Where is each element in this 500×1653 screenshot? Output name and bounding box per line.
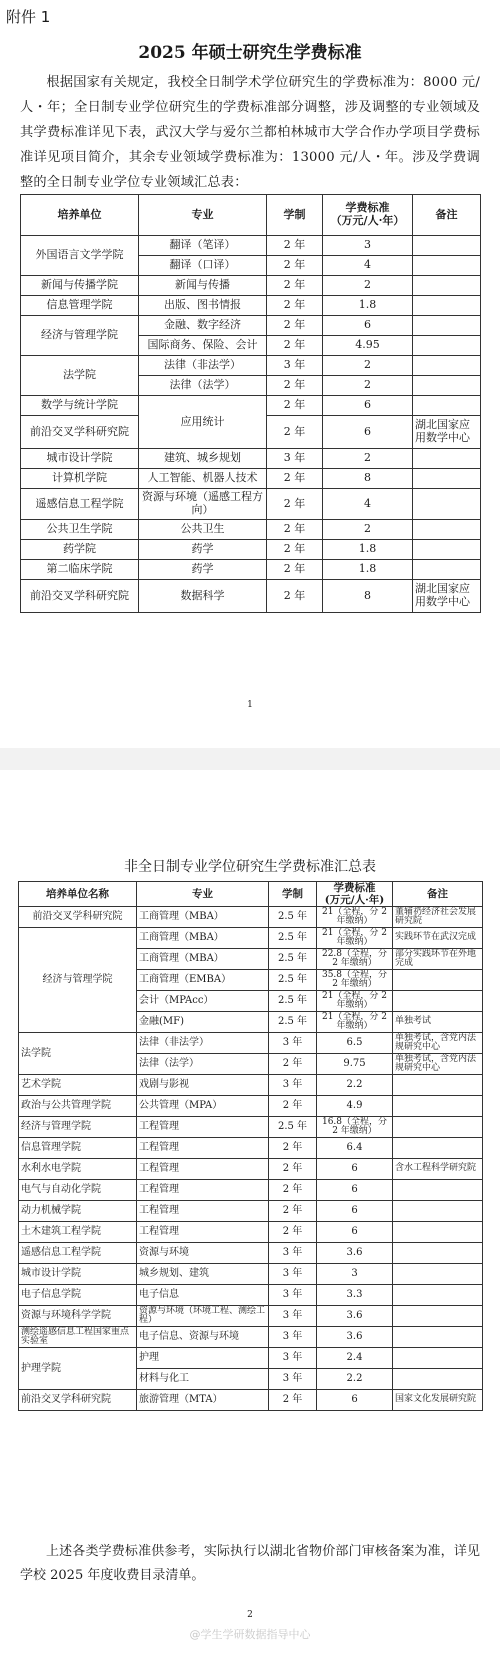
cell-major: 翻译（口译） — [139, 256, 267, 276]
table-row — [19, 1138, 483, 1159]
cell-unit: 前沿交叉学科研究院 — [21, 416, 139, 449]
cell-fee: 6 — [323, 416, 413, 449]
cell-unit: 外国语言文学学院 — [21, 236, 139, 276]
cell-note: 含水工程科学研究院 — [393, 1159, 483, 1180]
header-major: 专业 — [137, 882, 269, 907]
cell-duration: 2 年 — [267, 416, 323, 449]
cell-duration: 3 年 — [267, 449, 323, 469]
cell-note — [413, 540, 481, 560]
cell-fee: 4 — [323, 256, 413, 276]
cell-duration: 2 年 — [269, 1180, 317, 1201]
parttime-fee-table — [18, 881, 483, 1411]
cell-note — [393, 1117, 483, 1138]
cell-major: 金融(MF) — [137, 1012, 269, 1033]
cell-major: 法律（法学） — [139, 376, 267, 396]
cell-duration: 2 年 — [267, 256, 323, 276]
cell-unit: 经济与管理学院 — [19, 1117, 137, 1138]
cell-note: 湖北国家应用数学中心 — [413, 580, 481, 613]
table-row — [21, 316, 481, 336]
intro-paragraph: 根据国家有关规定，我校全日制学术学位研究生的学费标准为：8000 元/人・年；全日制专业学位研究生的学费标准部分调整，涉及调整的专业领域及其学费标准详见下表，武汉大学与爱尔兰都柏林城市大学合作办学项目学费标准详见项目简介，其余专业领域学费标准为：13000 元/人・年。涉及学费调整的全日制专业学位专业领域汇总表： — [20, 75, 480, 190]
cell-major: 资源与环境（遥感工程方向） — [139, 489, 267, 520]
cell-major: 新闻与传播 — [139, 276, 267, 296]
cell-unit: 遥感信息工程学院 — [21, 489, 139, 520]
cell-note: 单独考试，含党内法规研究中心 — [393, 1054, 483, 1075]
cell-duration: 2 年 — [267, 540, 323, 560]
cell-duration: 3 年 — [269, 1306, 317, 1327]
cell-unit: 药学院 — [21, 540, 139, 560]
cell-major: 旅游管理（MTA） — [137, 1390, 269, 1411]
header-duration: 学制 — [269, 882, 317, 907]
cell-note — [393, 1138, 483, 1159]
cell-fee: 3 — [317, 1264, 393, 1285]
table-row — [19, 1033, 483, 1054]
header-unit: 培养单位名称 — [19, 882, 137, 907]
cell-duration: 2.5 年 — [269, 1012, 317, 1033]
cell-duration: 2 年 — [267, 520, 323, 540]
table-row — [19, 1075, 483, 1096]
cell-fee: 6.5 — [317, 1033, 393, 1054]
cell-fee: 4.9 — [317, 1096, 393, 1117]
cell-duration: 2.5 年 — [269, 907, 317, 928]
cell-duration: 2 年 — [267, 469, 323, 489]
cell-note: 国家文化发展研究院 — [393, 1390, 483, 1411]
table-row — [19, 907, 483, 928]
cell-unit: 经济与管理学院 — [19, 928, 137, 1033]
cell-major: 戏剧与影视 — [137, 1075, 269, 1096]
cell-fee: 6 — [317, 1201, 393, 1222]
cell-note — [393, 1096, 483, 1117]
cell-duration: 2 年 — [269, 1159, 317, 1180]
cell-fee: 2 — [323, 356, 413, 376]
cell-major: 数据科学 — [139, 580, 267, 613]
cell-note — [413, 449, 481, 469]
cell-note — [393, 970, 483, 991]
cell-unit: 电子信息学院 — [19, 1285, 137, 1306]
cell-fee: 6 — [317, 1390, 393, 1411]
cell-note — [413, 376, 481, 396]
page-title: 2025 年硕士研究生学费标准 — [138, 43, 362, 63]
cell-duration: 2.5 年 — [269, 970, 317, 991]
cell-major: 工商管理（MBA） — [137, 907, 269, 928]
cell-fee: 16.8（全程，分 2 年缴纳） — [317, 1117, 393, 1138]
cell-unit: 前沿交叉学科研究院 — [21, 580, 139, 613]
cell-duration: 2 年 — [267, 276, 323, 296]
header-duration: 学制 — [267, 195, 323, 236]
cell-fee: 22.8（全程，分 2 年缴纳） — [317, 949, 393, 970]
table-row — [19, 1159, 483, 1180]
table-row — [19, 1327, 483, 1348]
cell-major: 工程管理 — [137, 1201, 269, 1222]
cell-duration: 2.5 年 — [269, 928, 317, 949]
table-row — [21, 296, 481, 316]
cell-major: 工程管理 — [137, 1138, 269, 1159]
cell-major: 护理 — [137, 1348, 269, 1369]
cell-major: 翻译（笔译） — [139, 236, 267, 256]
cell-unit: 城市设计学院 — [21, 449, 139, 469]
cell-fee: 2 — [323, 376, 413, 396]
cell-unit: 第二临床学院 — [21, 560, 139, 580]
table-row — [19, 1348, 483, 1369]
cell-note — [393, 1201, 483, 1222]
table-row — [21, 236, 481, 256]
cell-note — [413, 256, 481, 276]
cell-major: 工程管理 — [137, 1180, 269, 1201]
cell-duration: 2 年 — [267, 236, 323, 256]
cell-unit: 法学院 — [21, 356, 139, 396]
cell-note — [393, 1285, 483, 1306]
cell-duration: 2 年 — [267, 489, 323, 520]
cell-duration: 3 年 — [269, 1264, 317, 1285]
cell-note: 董辅礽经济社会发展研究院 — [393, 907, 483, 928]
table-header-row — [21, 195, 481, 236]
header-note: 备注 — [393, 882, 483, 907]
cell-fee: 3.3 — [317, 1285, 393, 1306]
header-major: 专业 — [139, 195, 267, 236]
cell-duration: 2 年 — [267, 560, 323, 580]
cell-duration: 2 年 — [269, 1390, 317, 1411]
cell-unit: 城市设计学院 — [19, 1264, 137, 1285]
table-row — [21, 469, 481, 489]
cell-unit: 遥感信息工程学院 — [19, 1243, 137, 1264]
table-row — [21, 560, 481, 580]
cell-note — [413, 296, 481, 316]
table-row — [21, 396, 481, 416]
cell-duration: 2.5 年 — [269, 949, 317, 970]
cell-fee: 21（全程，分 2 年缴纳） — [317, 991, 393, 1012]
cell-unit: 前沿交叉学科研究院 — [19, 1390, 137, 1411]
cell-fee: 1.8 — [323, 296, 413, 316]
cell-duration: 2 年 — [267, 316, 323, 336]
cell-fee: 6 — [317, 1180, 393, 1201]
cell-fee: 2 — [323, 449, 413, 469]
table-row — [21, 580, 481, 613]
cell-major: 公共管理（MPA） — [137, 1096, 269, 1117]
cell-unit: 法学院 — [19, 1033, 137, 1075]
cell-duration: 2 年 — [269, 1201, 317, 1222]
cell-unit: 艺术学院 — [19, 1075, 137, 1096]
table-header-row — [19, 882, 483, 907]
cell-note — [413, 396, 481, 416]
cell-fee: 6.4 — [317, 1138, 393, 1159]
cell-note — [393, 1075, 483, 1096]
cell-fee: 4.95 — [323, 336, 413, 356]
table-row — [21, 540, 481, 560]
table-row — [19, 1222, 483, 1243]
cell-note — [413, 336, 481, 356]
cell-major: 资源与环境（环境工程、测绘工程） — [137, 1306, 269, 1327]
cell-major: 法律（非法学） — [139, 356, 267, 376]
cell-fee: 3.6 — [317, 1243, 393, 1264]
cell-duration: 3 年 — [269, 1369, 317, 1390]
cell-note: 部分实践环节在外地完成 — [393, 949, 483, 970]
table-row — [19, 1264, 483, 1285]
cell-major: 工程管理 — [137, 1159, 269, 1180]
cell-major: 电子信息、资源与环境 — [137, 1327, 269, 1348]
cell-duration: 2 年 — [267, 396, 323, 416]
table-row — [21, 449, 481, 469]
table-row — [19, 1390, 483, 1411]
cell-note: 湖北国家应用数学中心 — [413, 416, 481, 449]
cell-duration: 3 年 — [269, 1348, 317, 1369]
cell-unit: 经济与管理学院 — [21, 316, 139, 356]
cell-duration: 2 年 — [269, 1138, 317, 1159]
header-fee-unit: （万元/人·年） — [330, 214, 405, 227]
cell-note — [413, 316, 481, 336]
cell-note — [413, 489, 481, 520]
cell-unit: 护理学院 — [19, 1348, 137, 1390]
cell-duration: 3 年 — [267, 356, 323, 376]
cell-unit: 政治与公共管理学院 — [19, 1096, 137, 1117]
cell-fee: 3 — [323, 236, 413, 256]
cell-note — [413, 520, 481, 540]
cell-note — [393, 1264, 483, 1285]
cell-unit: 计算机学院 — [21, 469, 139, 489]
cell-fee: 8 — [323, 469, 413, 489]
cell-major: 工程管理 — [137, 1222, 269, 1243]
header-fee-unit: (万元/人·年) — [324, 894, 385, 907]
cell-unit: 信息管理学院 — [19, 1138, 137, 1159]
cell-note — [413, 356, 481, 376]
footer-note: 上述各类学费标准供参考，实际执行以湖北省物价部门审核备案为准，详见学校 2025 年度收费目录清单。 — [20, 1544, 480, 1583]
cell-duration: 2 年 — [267, 376, 323, 396]
cell-major: 工程管理 — [137, 1117, 269, 1138]
cell-major: 工商管理（MBA） — [137, 928, 269, 949]
cell-note — [393, 1180, 483, 1201]
cell-major: 工商管理（MBA） — [137, 949, 269, 970]
cell-fee: 35.8（全程，分 2 年缴纳） — [317, 970, 393, 991]
table-row — [19, 1096, 483, 1117]
cell-major: 公共卫生 — [139, 520, 267, 540]
table-row — [19, 1180, 483, 1201]
cell-fee: 4 — [323, 489, 413, 520]
cell-note: 单独考试，含党内法规研究中心 — [393, 1033, 483, 1054]
cell-duration: 3 年 — [269, 1327, 317, 1348]
cell-note: 单独考试 — [393, 1012, 483, 1033]
cell-fee: 6 — [317, 1222, 393, 1243]
cell-unit: 水利水电学院 — [19, 1159, 137, 1180]
table-row — [21, 520, 481, 540]
cell-duration: 3 年 — [269, 1243, 317, 1264]
table-row — [19, 1306, 483, 1327]
header-fee: 学费标准 (万元/人·年) — [317, 882, 393, 907]
header-fee: 学费标准 （万元/人·年） — [323, 195, 413, 236]
cell-major: 金融、数字经济 — [139, 316, 267, 336]
cell-duration: 3 年 — [269, 1033, 317, 1054]
watermark: @学生学研数据指导中心 — [189, 1628, 311, 1641]
cell-duration: 2 年 — [267, 336, 323, 356]
cell-unit: 土木建筑工程学院 — [19, 1222, 137, 1243]
cell-unit: 公共卫生学院 — [21, 520, 139, 540]
cell-fee: 2.2 — [317, 1075, 393, 1096]
fulltime-fee-table — [20, 194, 481, 613]
cell-unit: 动力机械学院 — [19, 1201, 137, 1222]
cell-fee: 9.75 — [317, 1054, 393, 1075]
cell-unit: 数学与统计学院 — [21, 396, 139, 416]
cell-note — [413, 560, 481, 580]
cell-unit: 测绘遥感信息工程国家重点实验室 — [19, 1327, 137, 1348]
cell-fee: 1.8 — [323, 560, 413, 580]
cell-major: 城乡规划、建筑 — [137, 1264, 269, 1285]
cell-major: 工商管理（EMBA） — [137, 970, 269, 991]
table-row — [19, 928, 483, 949]
cell-major: 电子信息 — [137, 1285, 269, 1306]
cell-duration: 2 年 — [267, 580, 323, 613]
cell-fee: 21（全程，分 2 年缴纳） — [317, 928, 393, 949]
cell-major: 法律（非法学） — [137, 1033, 269, 1054]
document-page-1 — [0, 0, 500, 748]
cell-major: 药学 — [139, 560, 267, 580]
cell-note — [393, 1327, 483, 1348]
cell-major: 会计（MPAcc） — [137, 991, 269, 1012]
cell-fee: 8 — [323, 580, 413, 613]
cell-duration: 2 年 — [269, 1222, 317, 1243]
cell-duration: 3 年 — [269, 1285, 317, 1306]
cell-major: 应用统计 — [139, 396, 267, 449]
cell-note: 实践环节在武汉完成 — [393, 928, 483, 949]
cell-note — [393, 1369, 483, 1390]
cell-unit: 信息管理学院 — [21, 296, 139, 316]
cell-unit: 新闻与传播学院 — [21, 276, 139, 296]
cell-note — [413, 236, 481, 256]
cell-fee: 2.4 — [317, 1348, 393, 1369]
cell-note — [393, 1243, 483, 1264]
cell-note — [393, 991, 483, 1012]
cell-duration: 2 年 — [269, 1096, 317, 1117]
cell-fee: 6 — [323, 316, 413, 336]
cell-unit: 电气与自动化学院 — [19, 1180, 137, 1201]
cell-fee: 6 — [323, 396, 413, 416]
cell-duration: 2 年 — [267, 296, 323, 316]
cell-major: 建筑、城乡规划 — [139, 449, 267, 469]
cell-note — [413, 276, 481, 296]
table-row — [19, 1201, 483, 1222]
cell-fee: 21（全程，分 2 年缴纳） — [317, 907, 393, 928]
cell-fee: 6 — [317, 1159, 393, 1180]
cell-major: 资源与环境 — [137, 1243, 269, 1264]
cell-duration: 2.5 年 — [269, 1117, 317, 1138]
cell-fee: 2.2 — [317, 1369, 393, 1390]
cell-duration: 2 年 — [269, 1054, 317, 1075]
table-title: 非全日制专业学位研究生学费标准汇总表 — [124, 859, 376, 875]
cell-note — [393, 1306, 483, 1327]
page-number: 2 — [247, 1610, 253, 1620]
header-unit: 培养单位 — [21, 195, 139, 236]
document-page-2 — [0, 770, 500, 1653]
header-note: 备注 — [413, 195, 481, 236]
cell-major: 药学 — [139, 540, 267, 560]
cell-fee: 3.6 — [317, 1306, 393, 1327]
cell-major: 法律（法学） — [137, 1054, 269, 1075]
cell-duration: 2.5 年 — [269, 991, 317, 1012]
table-row — [21, 276, 481, 296]
page-number: 1 — [247, 700, 253, 710]
attachment-label: 附件 1 — [6, 8, 51, 26]
cell-fee: 2 — [323, 276, 413, 296]
cell-major: 国际商务、保险、会计 — [139, 336, 267, 356]
cell-note — [393, 1348, 483, 1369]
cell-fee: 2 — [323, 520, 413, 540]
table-row — [21, 356, 481, 376]
cell-duration: 3 年 — [269, 1075, 317, 1096]
cell-unit: 前沿交叉学科研究院 — [19, 907, 137, 928]
cell-fee: 1.8 — [323, 540, 413, 560]
cell-major: 材料与化工 — [137, 1369, 269, 1390]
cell-note — [393, 1222, 483, 1243]
cell-fee: 3.6 — [317, 1327, 393, 1348]
table-row — [21, 489, 481, 520]
cell-unit: 资源与环境科学学院 — [19, 1306, 137, 1327]
cell-fee: 21（全程，分 2 年缴纳） — [317, 1012, 393, 1033]
cell-note — [413, 469, 481, 489]
cell-major: 人工智能、机器人技术 — [139, 469, 267, 489]
cell-major: 出版、图书情报 — [139, 296, 267, 316]
table-row — [19, 1285, 483, 1306]
table-row — [19, 1117, 483, 1138]
table-row — [19, 1243, 483, 1264]
